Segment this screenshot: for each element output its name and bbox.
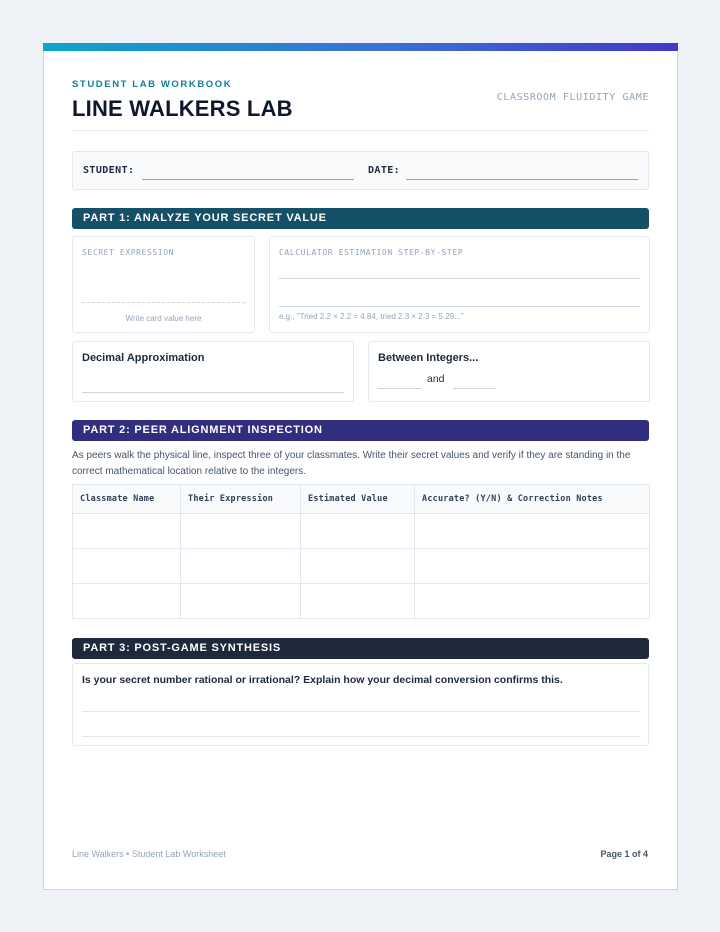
table-cell[interactable] [415, 549, 650, 584]
table-header-row [73, 485, 650, 514]
page-title: LINE WALKERS LAB [72, 96, 293, 121]
calculator-estimation-card [269, 236, 650, 333]
date-field[interactable] [406, 179, 638, 180]
synthesis-answer-line-1[interactable] [82, 711, 640, 712]
table-cell[interactable] [301, 549, 415, 584]
part2-description: As peers walk the physical line, inspect three of your classmates. Write their secret values and verify if they are standing in the correct mathematical location relative to the integers. [72, 450, 631, 477]
column-header: Their Expression [181, 485, 301, 514]
worksheet-page [43, 43, 678, 890]
peer-inspection-table [72, 484, 650, 619]
table-cell[interactable] [181, 514, 301, 549]
header-tagline: CLASSROOM FLUIDITY GAME [496, 92, 649, 103]
table-cell[interactable] [181, 549, 301, 584]
synthesis-card [72, 663, 649, 746]
part3-heading: PART 3: POST-GAME SYNTHESIS [72, 638, 649, 659]
secret-expression-card [72, 236, 255, 333]
table-cell[interactable] [73, 549, 181, 584]
table-cell[interactable] [301, 584, 415, 619]
part2-heading: PART 2: PEER ALIGNMENT INSPECTION [72, 420, 649, 441]
lower-integer-field[interactable] [378, 388, 421, 389]
column-header: Classmate Name [73, 485, 181, 514]
table-cell[interactable] [181, 584, 301, 619]
synthesis-question: Is your secret number rational or irrational? Explain how your decimal conversion confirms this. [82, 674, 563, 686]
secret-expression-hint: Write card value here [125, 314, 202, 323]
calculator-line-2[interactable] [279, 306, 640, 307]
student-label: STUDENT: [83, 165, 135, 176]
table-cell[interactable] [415, 514, 650, 549]
decimal-approximation-field[interactable] [82, 392, 344, 393]
table-row [73, 584, 650, 619]
accent-bar [43, 43, 678, 51]
upper-integer-field[interactable] [453, 388, 496, 389]
table-cell[interactable] [73, 584, 181, 619]
footer-label: Line Walkers • Student Lab Worksheet [72, 849, 226, 859]
eyebrow-label: STUDENT LAB WORKBOOK [72, 79, 233, 90]
secret-expression-label: SECRET EXPRESSION [82, 248, 175, 257]
calculator-line-1[interactable] [279, 278, 640, 279]
table-row [73, 549, 650, 584]
between-and-label: and [427, 373, 445, 385]
part1-heading: PART 1: ANALYZE YOUR SECRET VALUE [72, 208, 649, 229]
calculator-estimation-label: CALCULATOR ESTIMATION STEP-BY-STEP [279, 248, 464, 257]
table-cell[interactable] [301, 514, 415, 549]
decimal-approximation-title: Decimal Approximation [82, 352, 205, 364]
page-header [72, 79, 649, 131]
table-row [73, 514, 650, 549]
calculator-hint: e.g., "Tried 2.2 × 2.2 = 4.84, tried 2.3 × 2.3 = 5.29..." [279, 312, 464, 321]
between-integers-card [368, 341, 650, 402]
column-header: Estimated Value [301, 485, 415, 514]
table-cell[interactable] [73, 514, 181, 549]
student-name-field[interactable] [142, 179, 354, 180]
between-integers-title: Between Integers... [378, 352, 479, 364]
date-label: DATE: [368, 165, 401, 176]
secret-expression-field[interactable] [82, 302, 245, 303]
student-info-box [72, 151, 649, 190]
synthesis-answer-line-2[interactable] [82, 736, 640, 737]
decimal-approximation-card [72, 341, 354, 402]
column-header: Accurate? (Y/N) & Correction Notes [415, 485, 650, 514]
table-cell[interactable] [415, 584, 650, 619]
page-number: Page 1 of 4 [600, 849, 648, 859]
